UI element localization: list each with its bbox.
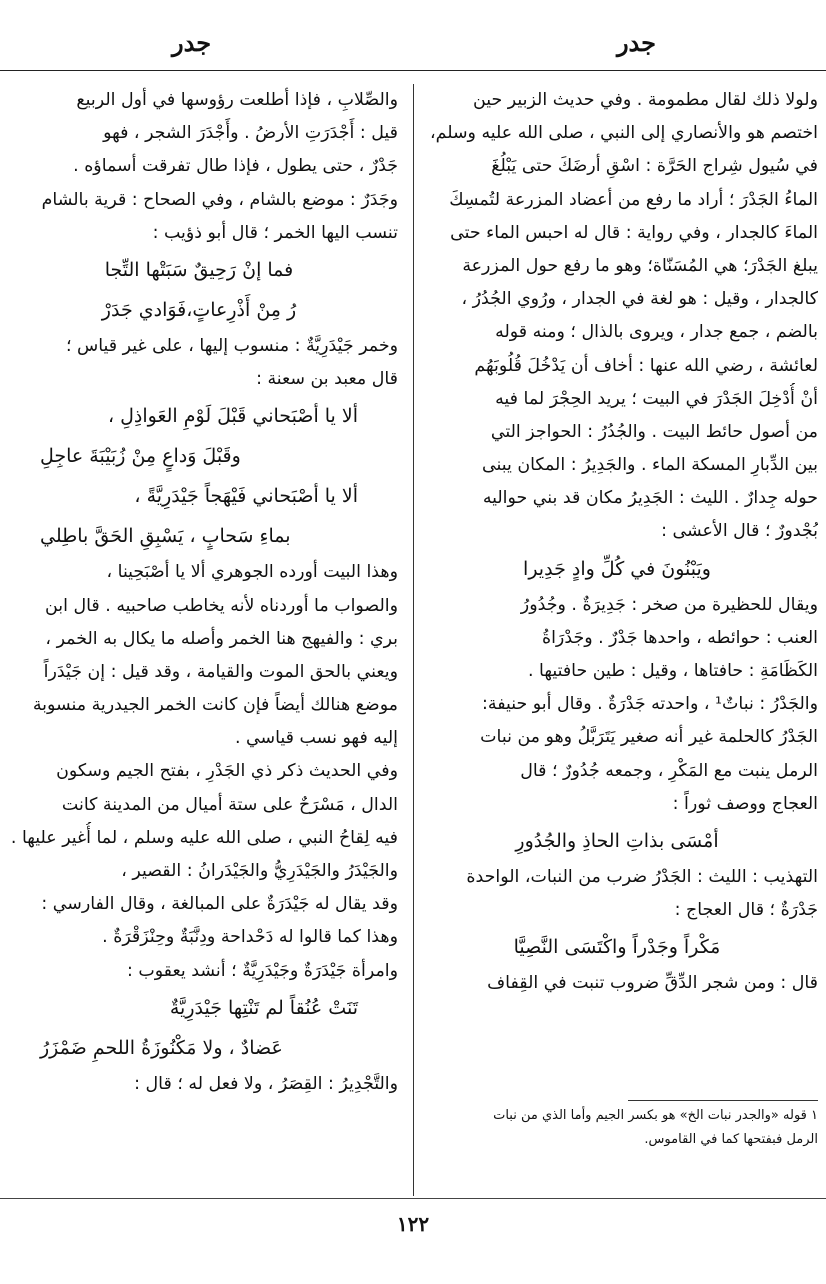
text-line: التهذيب : الليث : الجَدْرُ ضرب من النبات، الواحدة xyxy=(466,866,818,887)
text-line: في سُيول شِراج الحَرَّة : اسْقِ أرضَكَ حتى يَبْلُغَ xyxy=(491,156,818,177)
text-line: قال معبد بن سعنة : xyxy=(256,369,398,390)
text-line: ولولا ذلك لقال مطمومة . وفي حديث الزبير حين xyxy=(473,90,818,110)
left-column xyxy=(0,84,398,1184)
text-line: وهذا كما قالوا له دَحْداحة ودِنَّبَةٌ وحِنْزَقْرَةٌ . xyxy=(102,927,398,948)
text-line: يبلغ الجَدْرَ؛ هي المُسَنّاة؛ وهو ما رفع حول المزرعة xyxy=(462,255,818,276)
text-line: من أصول حائط البيت . والجُدُرُ : الحواجز التي xyxy=(490,421,818,442)
text-line: الماءُ الجَدْرَ ؛ أراد ما رفع من أعضاد المزرعة لتُمسِكَ xyxy=(449,189,818,210)
text-line: بين الدِّبارِ المسكة الماء . والجَدِيرُ : المكان يبنى xyxy=(481,455,818,476)
text-line: والجَدْرُ : نباتٌ¹ ، واحدته جَدْرَةٌ . وقال أبو حنيفة: xyxy=(482,694,818,715)
footnote-rule xyxy=(628,1100,818,1101)
text-line: تنسب اليها الخمر ؛ قال أبو ذؤيب : xyxy=(152,222,398,243)
text-line: بُجْدورٌ ؛ قال الأعشى : xyxy=(661,521,818,542)
verse-line: ألا يا أصْبَحاني فَيْهَجاً جَيْدَرِيَّةً ، xyxy=(134,485,358,508)
text-line: بري : والفيهج هنا الخمر وأصله ما يكال به الخمر ، xyxy=(45,628,398,649)
text-line: موضع هنالك أيضاً فإن كانت الخمر الجيدرية منسوبة xyxy=(32,695,398,716)
text-line: إليه فهو نسب قياسي . xyxy=(234,728,398,749)
right-column xyxy=(416,84,818,1194)
verse-line: وقَبْلَ وَداعٍ مِنْ زُبَيْبَةَ عاجِلِ xyxy=(40,445,241,468)
text-line: وهذا البيت أورده الجوهري ألا يا أصْبَحِينا ، xyxy=(106,562,398,583)
text-line: ويقال للحظيرة من صخر : جَدِيرَةٌ . وجُدُورُ xyxy=(520,594,818,615)
page-header xyxy=(0,22,826,72)
text-line: والتَّجْدِيرُ : القِصَرُ ، ولا فعل له ؛ قال : xyxy=(134,1073,398,1094)
column-divider xyxy=(413,84,414,1196)
text-line: وجَدَرٌ : موضع بالشام ، وفي الصحاح : قرية بالشام xyxy=(41,189,398,210)
text-line: اختصم هو والأنصاري إلى النبي ، صلى الله عليه وسلم، xyxy=(430,123,818,144)
footnote-line: الرمل فبفتحها كما في القاموس. xyxy=(644,1132,818,1147)
footnote-line: ١ قوله «والجدر نبات الخ» هو بكسر الجيم وأما الذي من نبات xyxy=(493,1108,818,1123)
text-line: فيه لِقاحُ النبي ، صلى الله عليه وسلم ، لما أُغير عليها . xyxy=(10,827,398,848)
text-line: ويعني بالحق الموت والقيامة ، وقد قيل : إن جَيْدَراً xyxy=(43,661,398,682)
text-line: جَدْرٌ ، حتى يطول ، فإذا طال تفرقت أسماؤه . xyxy=(73,156,398,177)
text-line: العنب : حوائطه ، واحدها جَدْرٌ . وجَدْرَاةُ xyxy=(541,627,818,648)
text-line: كالجدار ، وقيل : هو لغة في الجدار ، ورُوي الجُدُرُ ، xyxy=(461,289,818,310)
page-number: ١٢٢ xyxy=(396,1212,430,1236)
text-line: قال : ومن شجر الدِّقِّ ضروب تنبت في القِفاف xyxy=(487,973,818,994)
text-line: الماءَ كالجدار ، وفي رواية : قال له احبس الماء حتى xyxy=(450,222,818,243)
running-headword-right: جدر xyxy=(616,28,656,57)
verse-line: بماءِ سَحابٍ ، يَسْبِقِ الحَقَّ باطِلي xyxy=(40,525,291,548)
text-line: والصواب ما أوردناه لأنه يخاطب صاحبيه . قال ابن xyxy=(45,595,398,616)
text-line: أنْ أُدْخِلَ الجَدْرَ في البيت ؛ يريد الحِجْرَ لما فيه xyxy=(495,388,818,409)
verse-line: أمْسَى بذاتِ الحاذِ والجُدُورِ xyxy=(515,829,719,852)
text-line: وفي الحديث ذكر ذي الجَدْرِ ، بفتح الجيم وسكون xyxy=(56,761,398,782)
text-line: الدال ، مَسْرَحٌ على ستة أميال من المدينة كانت xyxy=(61,794,398,815)
text-line: قيل : أَجْدَرَتِ الأرضُ . وأَجْدَرَ الشجر ، فهو xyxy=(103,123,398,144)
text-line: حوله جِدارٌ . الليث : الجَدِيرُ مكان قد بني حواليه xyxy=(482,488,818,509)
text-line: وامرأة جَيْدَرَةٌ وجَيْدَرِيَّةٌ ؛ أنشد يعقوب : xyxy=(126,960,398,981)
text-line: بالضم ، جمع جدار ، ويروى بالذال ؛ ومنه قوله xyxy=(495,322,818,343)
verse-line: عَضادٌ ، ولا مَكْنُوزَةُ اللحمِ ضَمْزَرُ xyxy=(40,1036,283,1059)
verse-line: رُ مِنْ أَذْرِعاتٍ،فَوَادي جَدَرْ xyxy=(101,298,297,321)
footer-rule xyxy=(0,1198,826,1199)
text-line: والصِّلابِ ، فإذا أطلعت رؤوسها في أول الربيع xyxy=(76,90,398,110)
text-line: الجَدْرُ كالحلمة غير أنه صغير يَتَرَبَّلُ وهو من نبات xyxy=(480,727,818,748)
text-line: وخمر جَيْدَرِيَّةٌ : منسوب إليها ، على غير قياس ؛ xyxy=(65,335,398,356)
text-line: جَدْرَةٌ ؛ قال العجاج : xyxy=(674,900,818,921)
verse-line: ألا يا أصْبَحاني قَبْلَ لَوْمِ العَواذِلِ ، xyxy=(107,405,358,428)
text-line: الرمل ينبت مع المَكْرِ ، وجمعه جُدُورٌ ؛ قال xyxy=(520,760,818,781)
verse-line: تَنَتْ عُنُقاً لم تَنْتِها جَيْدَرِيَّةٌ xyxy=(169,996,358,1019)
verse-line: ويَبْنُونَ في كُلِّ وادٍ جَدِيرا xyxy=(523,557,711,580)
footnote xyxy=(416,1104,818,1152)
text-line: والجَيْدَرُ والجَيْدَرِيُّ والجَيْدَرانُ : القصير ، xyxy=(121,861,398,881)
text-line: الكَظَامَةِ : حافتاها ، وقيل : طين حافتيها . xyxy=(527,661,818,681)
verse-line: مَكْراً وجَدْراً واكْتَسَى النَّصِيَّا xyxy=(513,936,721,959)
text-line: لعائشة ، رضي الله عنها : أخاف أن يَدْخُلَ قُلُوبَهُم xyxy=(474,355,818,376)
verse-line: فما إنْ رَحِيقٌ سَبَتْها التِّجا xyxy=(104,258,294,281)
running-headword-left: جدر xyxy=(172,28,212,57)
text-line: وقد يقال له جَيْدَرَةٌ على المبالغة ، وقال الفارسي : xyxy=(41,894,398,915)
text-line: العجاج ووصف ثوراً : xyxy=(672,793,818,814)
header-rule xyxy=(0,70,826,71)
